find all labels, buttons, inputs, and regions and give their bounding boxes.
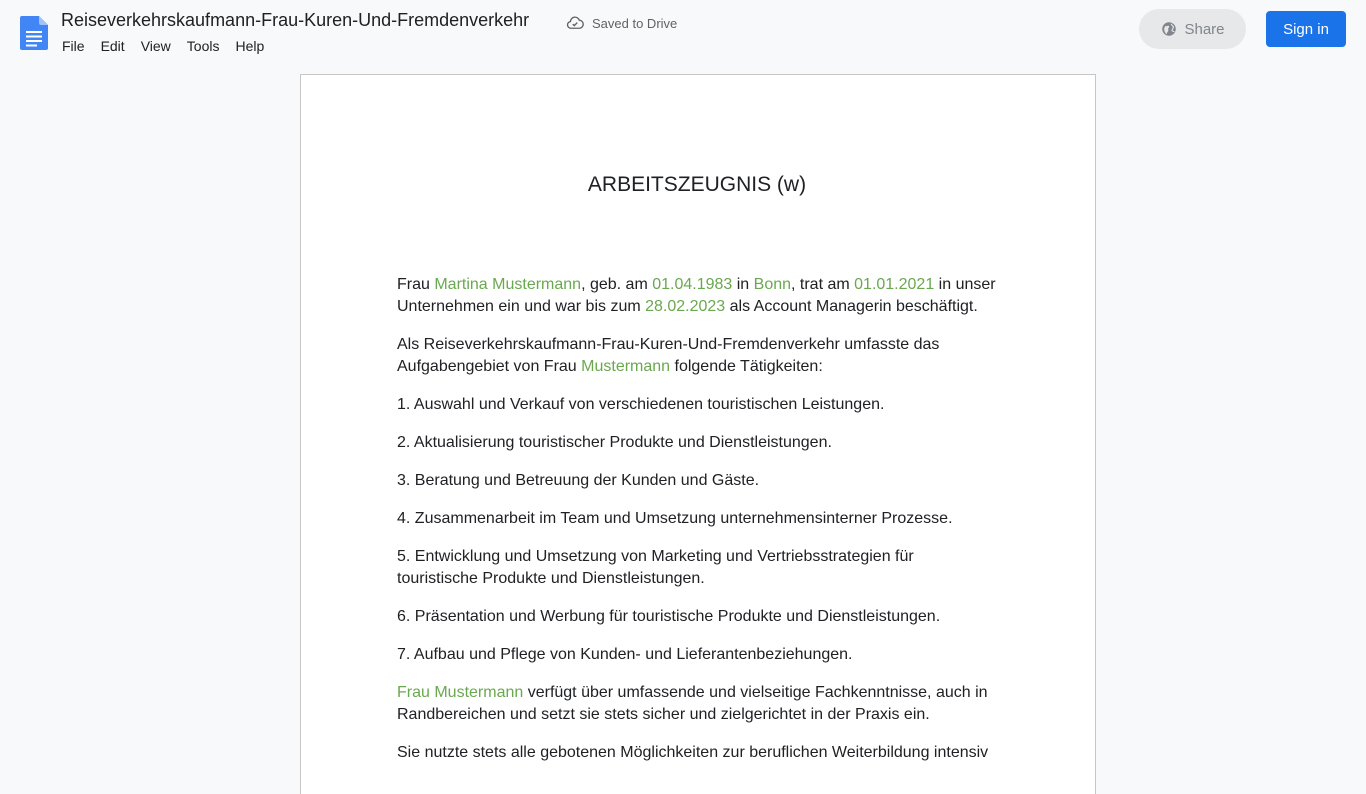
saved-status-label: Saved to Drive	[592, 15, 678, 31]
docs-logo-icon[interactable]	[20, 16, 48, 50]
field-end-date: 28.02.2023	[645, 298, 726, 315]
globe-icon	[1160, 20, 1178, 38]
menu-tools[interactable]: Tools	[186, 38, 220, 54]
task-item: 3. Beratung und Betreuung der Kunden und Gäste.	[397, 472, 760, 489]
top-bar	[0, 0, 1366, 64]
share-button-label: Share	[1184, 20, 1225, 38]
text-run: , trat am	[791, 276, 855, 293]
sign-in-button[interactable]: Sign in	[1266, 11, 1346, 47]
menu-help[interactable]: Help	[235, 38, 265, 54]
paragraph-intro	[397, 274, 997, 318]
document-heading: ARBEITSZEUGNIS (w)	[587, 173, 807, 196]
field-birthdate: 01.04.1983	[652, 276, 733, 293]
text-run: , geb. am	[581, 276, 653, 293]
text-run: verfügt über umfassende und vielseitige Fachkenntnisse, auch in Randbereichen und setzt sie stets sicher und zielgerichtet in der Praxis ein.	[397, 684, 988, 723]
task-item: 5. Entwicklung und Umsetzung von Marketing und Vertriebsstrategien für touristische Produkte und Dienstleistungen.	[397, 548, 914, 587]
task-item: 7. Aufbau und Pflege von Kunden- und Lieferantenbeziehungen.	[397, 646, 853, 663]
document-page[interactable]	[300, 74, 1096, 794]
field-start-date: 01.01.2021	[854, 276, 935, 293]
field-full-name: Frau Mustermann	[397, 684, 524, 701]
task-item: 1. Auswahl und Verkauf von verschiedenen touristischen Leistungen.	[397, 396, 885, 413]
text-run: Frau	[397, 276, 435, 293]
text-run: in	[732, 276, 754, 293]
cloud-done-icon	[566, 14, 584, 32]
menu-view[interactable]: View	[140, 38, 171, 54]
paragraph-tasks-intro	[397, 334, 997, 378]
saved-status[interactable]	[566, 14, 677, 32]
task-item: 2. Aktualisierung touristischer Produkte und Dienstleistungen.	[397, 434, 832, 451]
text-run: folgende Tätigkeiten:	[670, 358, 823, 375]
paragraph-skills	[397, 682, 997, 726]
task-item: 6. Präsentation und Werbung für touristische Produkte und Dienstleistungen.	[397, 608, 941, 625]
paragraph-training: Sie nutzte stets alle gebotenen Möglichkeiten zur beruflichen Weiterbildung intensiv	[397, 744, 989, 761]
task-item: 4. Zusammenarbeit im Team und Umsetzung unternehmensinterner Prozesse.	[397, 510, 953, 527]
menu-file[interactable]: File	[62, 38, 85, 54]
document-body	[397, 274, 997, 780]
field-city: Bonn	[753, 276, 792, 293]
text-run: in unser Unternehmen ein und war bis zum	[397, 276, 996, 315]
text-run: Als Reiseverkehrskaufmann-Frau-Kuren-Und-Fremdenverkehr umfasste das Aufgabengebiet von Frau	[397, 336, 940, 375]
menu-bar	[54, 36, 272, 58]
field-surname: Mustermann	[581, 358, 671, 375]
share-button[interactable]	[1139, 9, 1246, 49]
document-title[interactable]: Reiseverkehrskaufmann-Frau-Kuren-Und-Fremdenverkehr	[61, 10, 530, 30]
field-name: Martina Mustermann	[434, 276, 582, 293]
text-run: als Account Managerin beschäftigt.	[725, 298, 978, 315]
menu-edit[interactable]: Edit	[100, 38, 125, 54]
